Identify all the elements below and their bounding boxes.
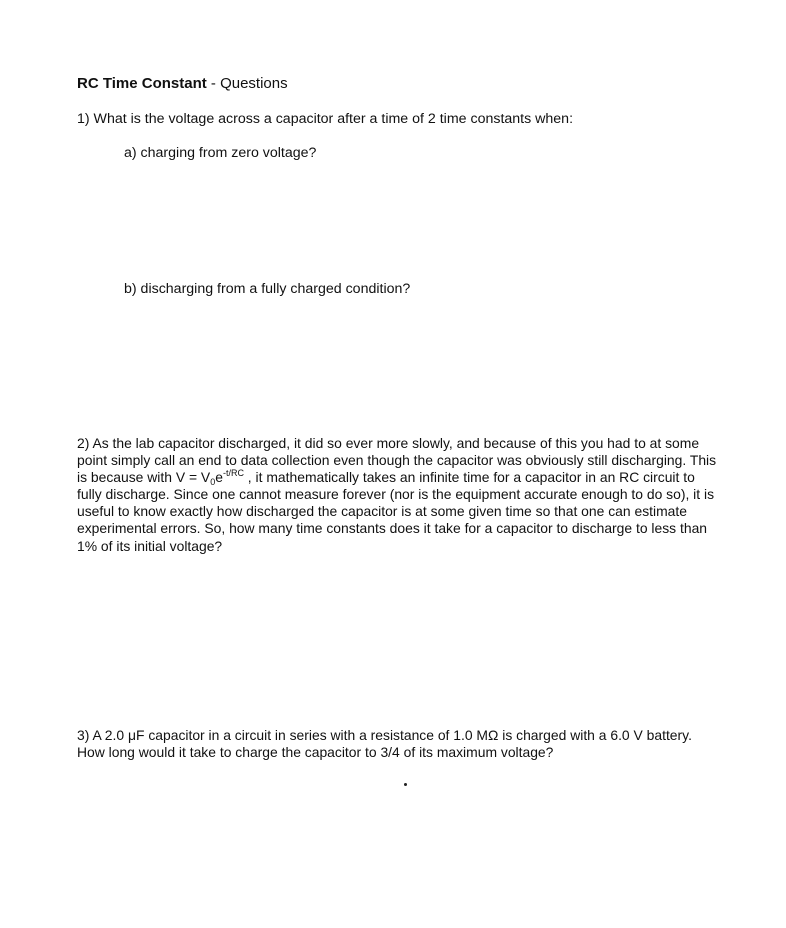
question-2: [77, 435, 717, 555]
title-main: RC Time Constant: [77, 75, 207, 92]
question-1: 1) What is the voltage across a capacitor after a time of 2 time constants when:: [77, 111, 574, 127]
question-1b: b) discharging from a fully charged condition?: [124, 281, 411, 297]
question-2-text-end: , it mathematically takes an infinite time for a capacitor in an RC circuit to fully discharge. Since one cannot measure forever (nor is the equipment accurate enough to do so), it is useful to know exactly how discharged the capacitor is at some given time so that one can estimate experimental errors. So, how many time constants does it take for a capacitor to discharge to less than 1% of its initial voltage?: [77, 469, 715, 554]
formula-exponent: -t/RC: [222, 468, 244, 479]
formula-subscript: 0: [210, 477, 216, 488]
question-2-text-start: 2) As the lab capacitor discharged, it did so ever more slowly, and because of this you had to at some point simply call an end to data collection even though the capacitor was obviously still discharging. This is because with V = V: [77, 435, 717, 486]
question-3: 3) A 2.0 μF capacitor in a circuit in series with a resistance of 1.0 MΩ is charged with a 6.0 V battery. How long would it take to charge the capacitor to 3/4 of its maximum voltage?: [77, 727, 692, 761]
question-1a: a) charging from zero voltage?: [124, 145, 317, 161]
formula-base: e: [215, 469, 223, 486]
stray-mark: [404, 783, 407, 786]
page-title: [77, 75, 288, 93]
title-suffix: - Questions: [206, 75, 288, 92]
